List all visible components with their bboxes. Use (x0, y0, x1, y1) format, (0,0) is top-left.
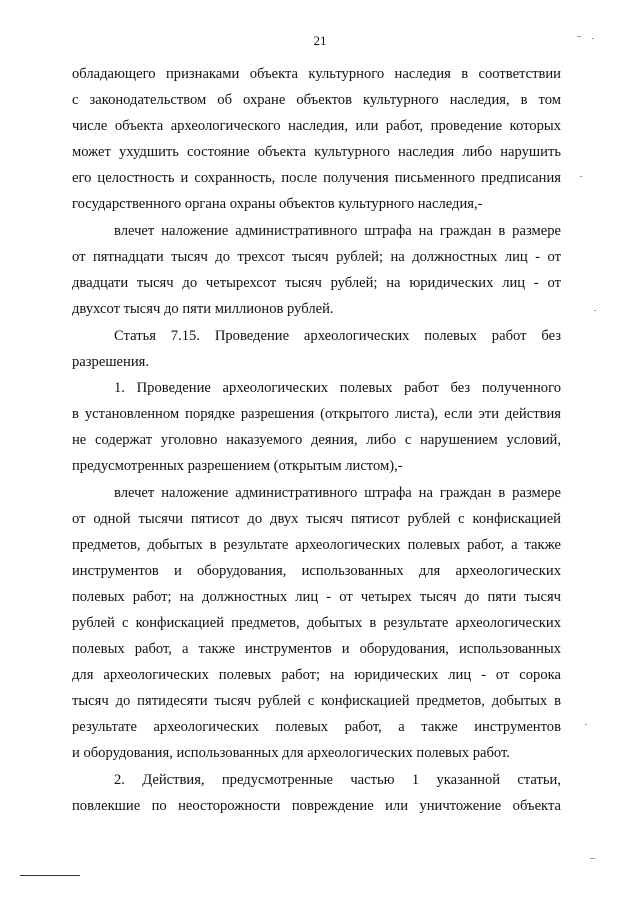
text-line: результате археологических полевых работ, а также инструментов (72, 719, 561, 735)
text-line: может ухудшить состояние объекта культурного наследия либо нарушить (72, 144, 561, 160)
text-line: полевых работ, а также инструментов и оборудования, использованных (72, 641, 561, 657)
scan-speck (580, 176, 582, 177)
text-line: его целостность и сохранность, после получения письменного предписания (72, 170, 561, 186)
page-number: 21 (313, 33, 327, 48)
text-line: обладающего признаками объекта культурного наследия в соответствии (72, 66, 561, 82)
text-line: тысяч до пятидесяти тысяч рублей с конфискацией предметов, добытых в (72, 693, 561, 709)
text-line: повлекшие по неосторожности повреждение или уничтожение объекта (72, 798, 561, 814)
text-line: государственного органа охраны объектов культурного наследия,- (72, 196, 483, 212)
text-line: в установленном порядке разрешения (открытого листа), если эти действия (72, 406, 561, 422)
text-line: 2. Действия, предусмотренные частью 1 указанной статьи, (114, 772, 561, 788)
text-line: числе объекта археологического наследия, или работ, проведение которых (72, 118, 561, 134)
text-line: от пятнадцати тысяч до трехсот тысяч рублей; на должностных лиц - от (72, 249, 561, 265)
text-line: полевых работ; на должностных лиц - от четырех тысяч до пяти тысяч (72, 589, 561, 605)
text-line: 1. Проведение археологических полевых работ без полученного (114, 380, 561, 396)
text-line: и оборудования, использованных для археологических полевых работ. (72, 745, 510, 761)
scan-speck (577, 36, 581, 37)
scan-speck (594, 310, 596, 311)
scan-speck (590, 858, 595, 859)
text-line: влечет наложение административного штрафа на граждан в размере (114, 223, 561, 239)
text-line: предметов, добытых в результате археологических полевых работ, а также (72, 537, 561, 553)
text-line: предусмотренных разрешением (открытым листом),- (72, 458, 403, 474)
scan-speck (592, 38, 594, 39)
text-line: двадцати тысяч до четырехсот тысяч рублей; на юридических лиц - от (72, 275, 561, 291)
text-line: для археологических полевых работ; на юридических лиц - от сорока (72, 667, 561, 683)
text-line: влечет наложение административного штрафа на граждан в размере (114, 485, 561, 501)
text-line: не содержат уголовно наказуемого деяния, либо с нарушением условий, (72, 432, 561, 448)
text-line: рублей с конфискацией предметов, добытых в результате археологических (72, 615, 561, 631)
text-line: инструментов и оборудования, использованных для археологических (72, 563, 561, 579)
article-heading: разрешения. (72, 354, 150, 370)
scan-speck (585, 724, 587, 725)
text-line: от одной тысячи пятисот до двух тысяч пятисот рублей с конфискацией (72, 511, 561, 527)
article-heading: Статья 7.15. Проведение археологических полевых работ без (114, 328, 561, 344)
text-line: двухсот тысяч до пяти миллионов рублей. (72, 301, 334, 317)
footer-rule (20, 875, 80, 876)
text-line: с законодательством об охране объектов культурного наследия, в том (72, 92, 561, 108)
